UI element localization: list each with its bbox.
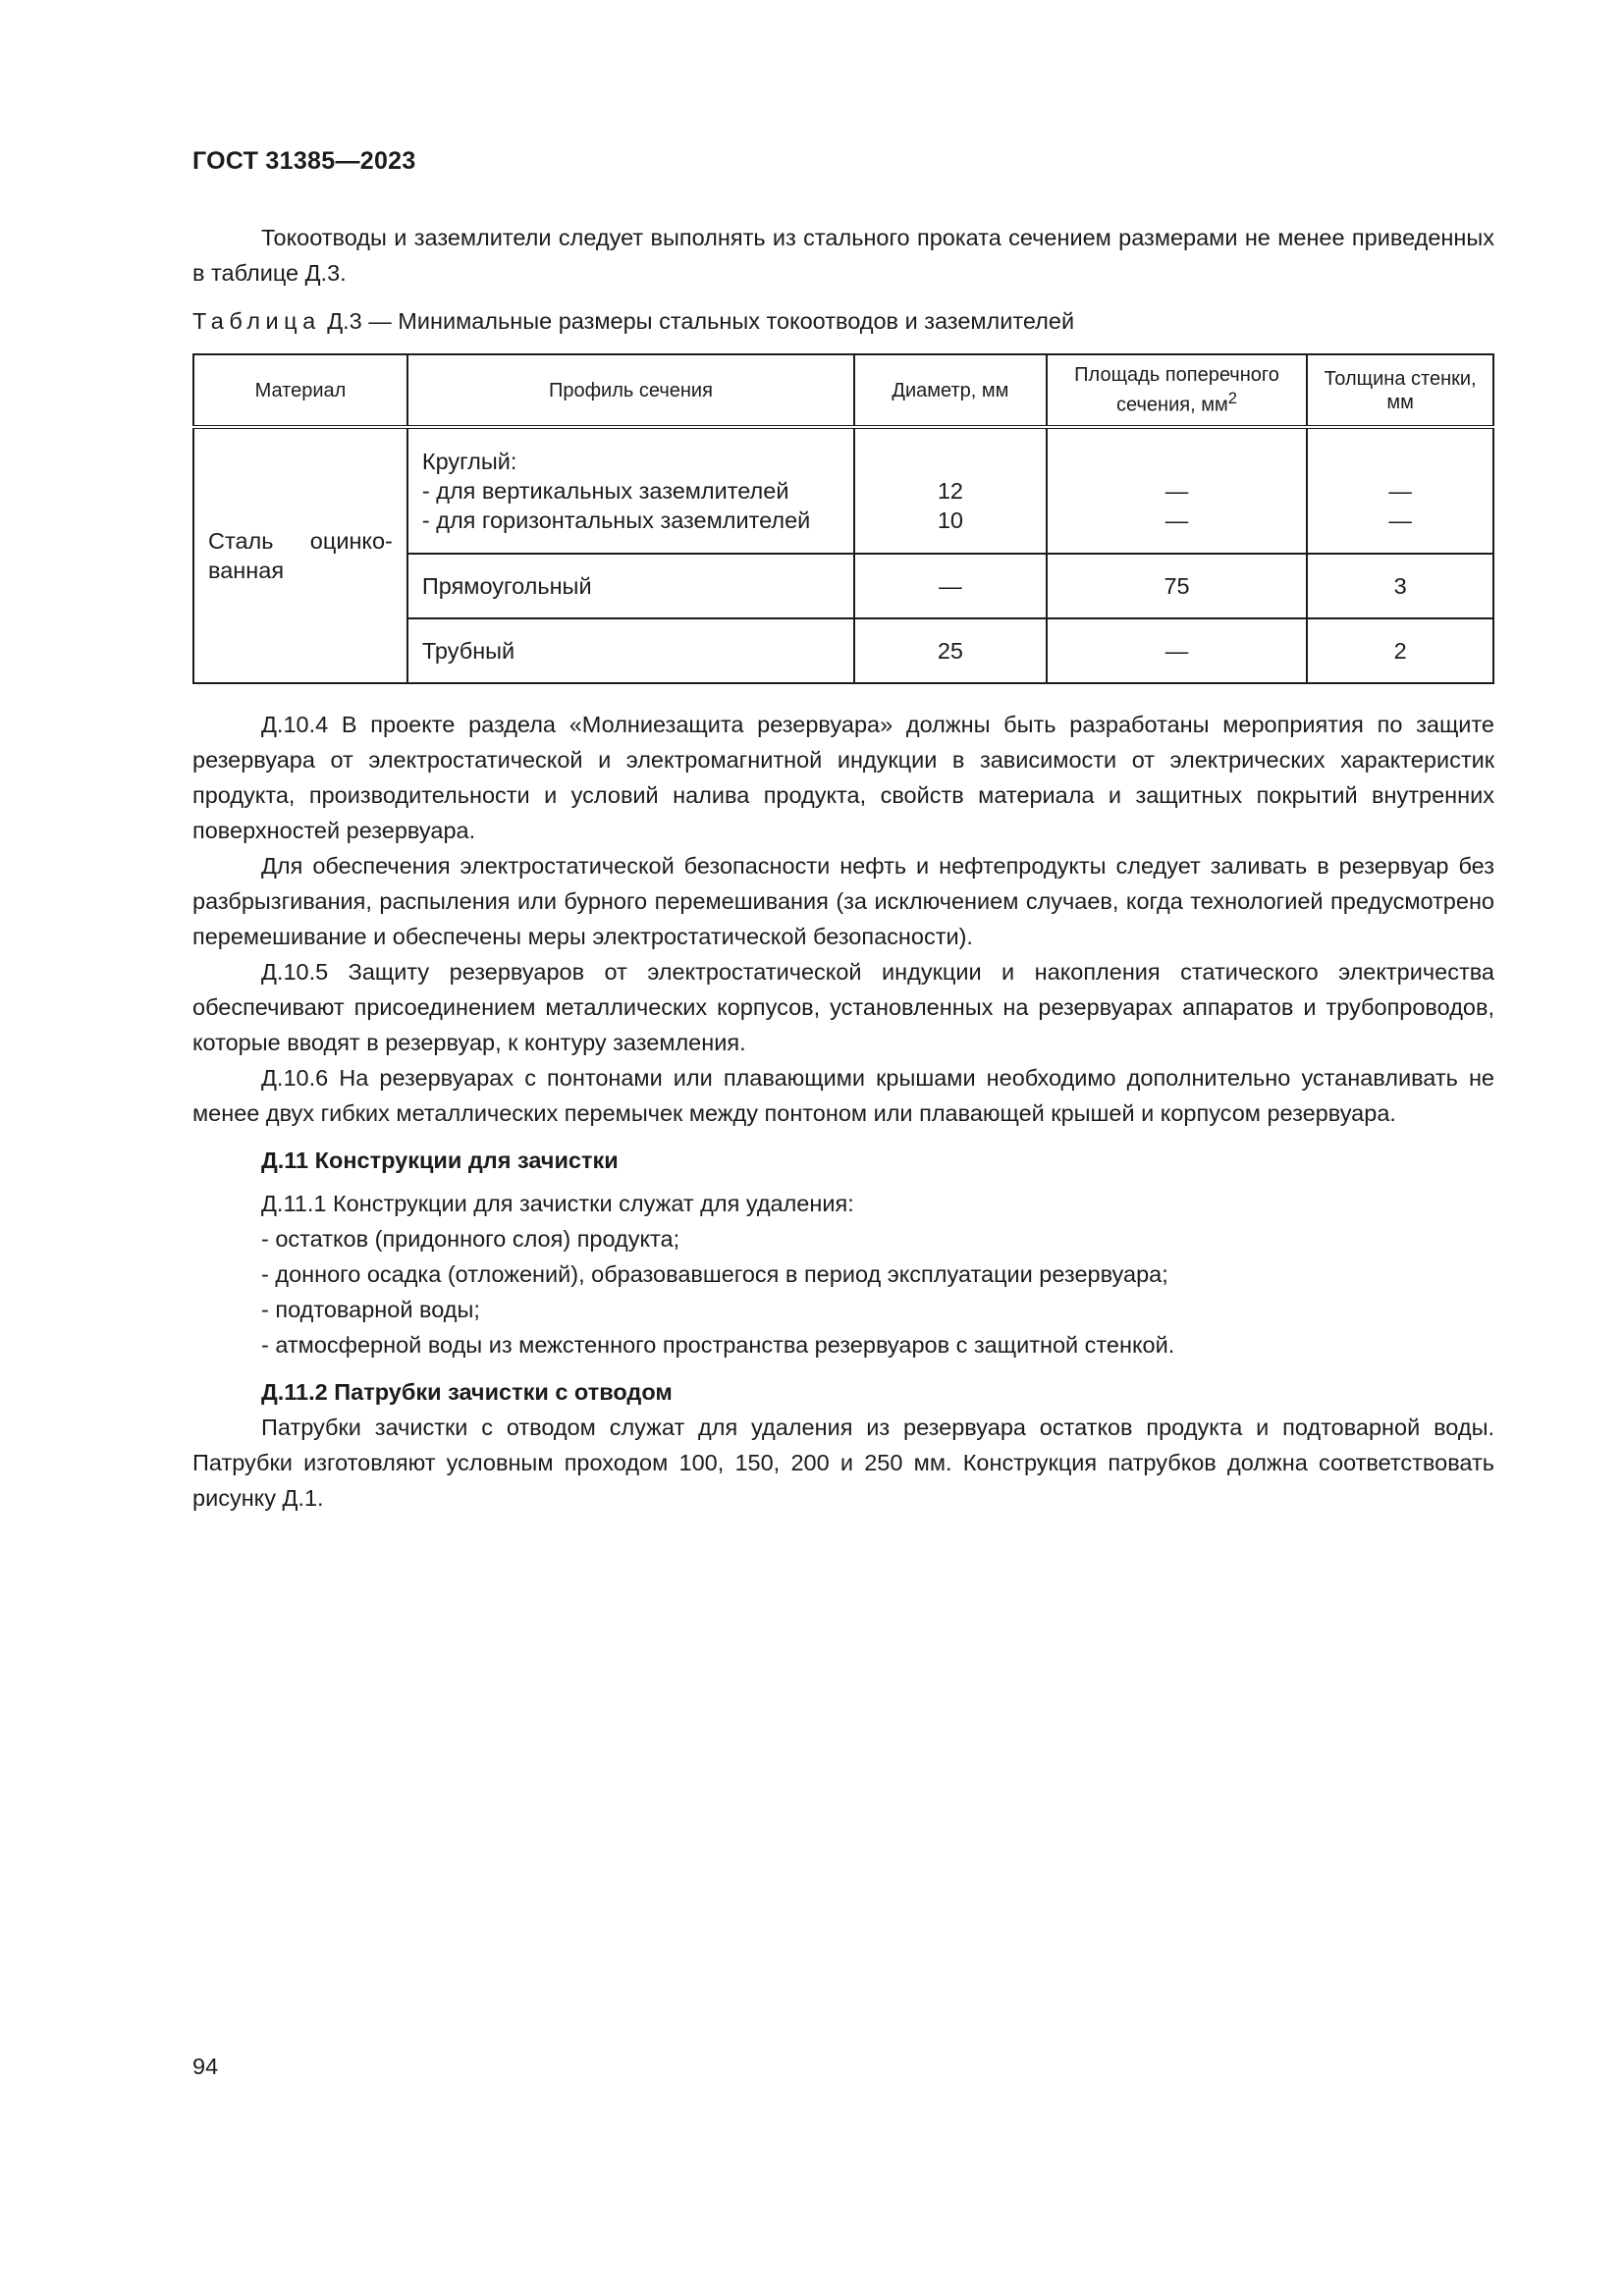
document-header: ГОСТ 31385—2023 xyxy=(192,147,416,175)
material-word-1: Сталь xyxy=(208,528,274,554)
dimensions-table xyxy=(192,353,1494,684)
section-11-heading: Д.11 Конструкции для зачистки xyxy=(261,1148,619,1173)
area-vertical: — xyxy=(1164,478,1189,504)
profile-round-cell xyxy=(407,427,854,554)
section-11-2-heading: Д.11.2 Патрубки зачистки с отводом xyxy=(261,1379,673,1405)
profile-round-vertical: - для вертикальных заземлителей xyxy=(421,478,789,504)
table-caption-text: Д.3 — Минимальные размеры стальных токоотводов и заземлителей xyxy=(327,308,1075,334)
diameter-vertical: 12 xyxy=(937,478,963,504)
profile-round-horizontal: - для горизонтальных заземлителей xyxy=(421,507,811,533)
thickness-vertical: — xyxy=(1388,478,1412,504)
diameter-rect: — xyxy=(854,554,1047,618)
table-caption-label: Таблица xyxy=(192,308,321,334)
thickness-round-cell xyxy=(1307,427,1493,554)
header-thickness: Толщина стенки, мм xyxy=(1307,354,1493,427)
list-item: - донного осадка (отложений), образовавшегося в период эксплуатации резервуара; xyxy=(261,1261,1168,1287)
material-word-2: оцинко- xyxy=(309,528,393,554)
profile-tube: Трубный xyxy=(407,618,854,683)
header-area-sup: 2 xyxy=(1227,389,1237,408)
profile-round-title: Круглый: xyxy=(421,449,517,474)
table-caption xyxy=(192,308,1074,335)
header-diameter: Диаметр, мм xyxy=(854,354,1047,427)
diameter-round-cell xyxy=(854,427,1047,554)
header-profile: Профиль сечения xyxy=(407,354,854,427)
list-item: - атмосферной воды из межстенного пространства резервуаров с защитной стенкой. xyxy=(261,1332,1175,1358)
material-cell xyxy=(193,427,407,683)
list-item: - остатков (придонного слоя) продукта; xyxy=(261,1226,680,1252)
header-area xyxy=(1047,354,1308,427)
thickness-rect: 3 xyxy=(1307,554,1493,618)
diameter-horizontal: 10 xyxy=(937,507,963,533)
thickness-horizontal: — xyxy=(1388,507,1412,533)
material-line-2: ванная xyxy=(208,558,285,583)
page-number: 94 xyxy=(192,2054,219,2079)
profile-rect: Прямоугольный xyxy=(407,554,854,618)
thickness-tube: 2 xyxy=(1307,618,1493,683)
table-row-round xyxy=(193,427,1493,554)
area-round-cell xyxy=(1047,427,1308,554)
paragraph-d10-6: Д.10.6 На резервуарах с понтонами или плавающими крышами необходимо дополнительно устанавливать не менее двух гибких металлических перемычек между понтоном или плавающей крышей и корпусом резервуара. xyxy=(192,1065,1494,1126)
paragraph-d10-5: Д.10.5 Защиту резервуаров от электростатической индукции и накопления статического электричества обеспечивают присоединением металлических корпусов, установленных на резервуарах аппаратов и трубопроводов, которые вводят в резервуар, к контуру заземления. xyxy=(192,959,1494,1055)
paragraph-d10-4: Д.10.4 В проекте раздела «Молниезащита резервуара» должны быть разработаны мероприятия по защите резервуара от электростатической и электромагнитной индукции в зависимости от электрических характеристик продукта, производительности и условий налива продукта, свойств материала и защитных покрытий внутренних поверхностей резервуара. xyxy=(192,712,1494,843)
material-line-1 xyxy=(208,526,393,556)
list-item: - подтоварной воды; xyxy=(261,1297,480,1322)
intro-paragraph: Токоотводы и заземлители следует выполнять из стального проката сечением размерами не менее приведенных в таблице Д.3. xyxy=(192,225,1494,286)
paragraph-electrostatic: Для обеспечения электростатической безопасности нефть и нефтепродукты следует заливать в резервуар без разбрызгивания, распыления или бурного перемешивания (за исключением случаев, когда технологией предусмотрено перемешивание и обеспечены меры электростатической безопасности). xyxy=(192,853,1494,949)
section-11-list xyxy=(261,1221,1494,1362)
area-rect: 75 xyxy=(1047,554,1308,618)
section-11-1-intro: Д.11.1 Конструкции для зачистки служат для удаления: xyxy=(261,1191,854,1216)
area-tube: — xyxy=(1047,618,1308,683)
header-area-text: Площадь поперечного сечения, мм xyxy=(1074,364,1279,416)
diameter-tube: 25 xyxy=(854,618,1047,683)
area-horizontal: — xyxy=(1164,507,1189,533)
section-11-2-text: Патрубки зачистки с отводом служат для удаления из резервуара остатков продукта и подтоварной воды. Патрубки изготовляют условным проходом 100, 150, 200 и 250 мм. Конструкция патрубков должна соответствовать рисунку Д.1. xyxy=(192,1415,1494,1511)
header-material: Материал xyxy=(193,354,407,427)
table-header-row xyxy=(193,354,1493,427)
